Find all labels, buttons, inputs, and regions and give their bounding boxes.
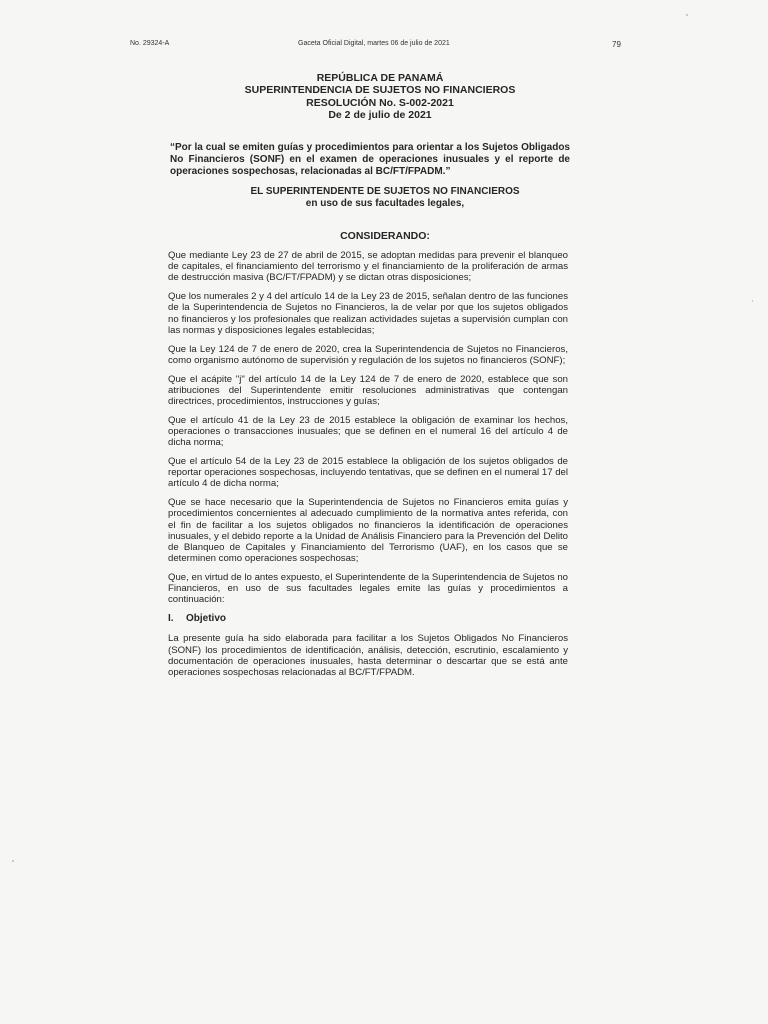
document-body [168,250,568,686]
considerando-heading: CONSIDERANDO: [340,230,430,242]
authority-statement [200,186,570,210]
scan-speck [686,14,688,16]
scan-speck [752,300,753,302]
title-date: De 2 de julio de 2021 [328,109,432,122]
considerando-paragraph: Que el acápite "j" del artículo 14 de la Ley 124 de 7 de enero de 2020, establece que son atribuciones del Superintendente emitir resoluciones administrativas que contengan directrices, procedimientos, instrucciones y guías; [168,373,568,408]
title-country: REPÚBLICA DE PANAMÁ [316,72,444,84]
authority-title: EL SUPERINTENDENTE DE SUJETOS NO FINANCIEROS [250,186,520,197]
considerando-paragraph: Que los numerales 2 y 4 del artículo 14 de la Ley 23 de 2015, señalan dentro de las funciones de la Superintendencia de Sujetos no Financieros, la de velar por que los sujetos obligados no financieros y los profesionales que realizan actividades sujetas a supervisión cumplan con las normas y disposiciones legales establecidas; [168,291,569,336]
resolution-subject: “Por la cual se emiten guías y procedimientos para orientar a los Sujetos Obligados No Financieros (SONF) en el examen de operaciones inusuales y el reporte de operaciones sospechosas, relacionadas al BC/FT/FPADM.” [170,142,570,177]
considerando-paragraph: Que se hace necesario que la Superintendencia de Sujetos no Financieros emita guías y procedimientos concernientes al adecuado cumplimiento de la normativa antes referida, con el fin de facilitar a los sujetos obligados no financieros la identificación de operaciones inusuales, y el debido reporte a la Unidad de Análisis Financiero para la Prevención del Delito de Blanqueo de Capitales y Financiamiento del Terrorismo (UAF), en los casos que se determinen como operaciones sospechosas; [168,497,568,565]
considerando-paragraph: Que la Ley 124 de 7 de enero de 2020, crea la Superintendencia de Sujetos no Financieros, como organismo autónomo de supervisión y regulación de los sujetos no financieros (SONF); [168,343,568,366]
section-title: Objetivo [186,613,227,625]
authority-powers: en uso de sus facultades legales, [305,198,465,209]
scan-speck [12,860,14,862]
section-heading [168,613,568,624]
title-resolution-number: RESOLUCIÓN No. S-002-2021 [306,96,454,109]
gazette-title-date: Gaceta Oficial Digital, martes 06 de julio de 2021 [298,40,450,47]
section-number: I. [168,613,174,625]
considerando-paragraph: Que el artículo 41 de la Ley 23 de 2015 establece la obligación de examinar los hechos, operaciones o transacciones inusuales; que se definen en el numeral 16 del artículo 4 de dicha norma; [168,414,568,449]
section-paragraph: La presente guía ha sido elaborada para facilitar a los Sujetos Obligados No Financieros (SONF) los procedimientos de identificación, análisis, detección, escrutinio, escalamiento y documentación de operaciones inusuales, hasta determinar o descartar que se está ante operaciones sospechosas relacionadas al BC/FT/FPADM. [168,633,568,679]
considerando-paragraph: Que, en virtud de lo antes expuesto, el Superintendente de la Superintendencia de Sujetos no Financieros, en uso de sus facultades legales emite las guías y procedimientos a continuación: [168,572,568,606]
gazette-number: No. 29324-A [130,40,170,47]
considerando-paragraph: Que el artículo 54 de la Ley 23 de 2015 establece la obligación de los sujetos obligados de reportar operaciones sospechosas, incluyendo tentativas, que se definen en el numeral 17 del artículo 4 de dicha norma; [168,456,568,490]
page-number: 79 [612,40,621,49]
considerando-paragraph: Que mediante Ley 23 de 27 de abril de 2015, se adoptan medidas para prevenir el blanqueo de capitales, el financiamiento del terrorismo y el financiamiento de la proliferación de armas de destrucción masiva (BC/FT/FPADM) y se dictan otras disposiciones; [168,250,568,284]
document-title [190,72,570,122]
title-institution: SUPERINTENDENCIA DE SUJETOS NO FINANCIEROS [244,84,516,97]
